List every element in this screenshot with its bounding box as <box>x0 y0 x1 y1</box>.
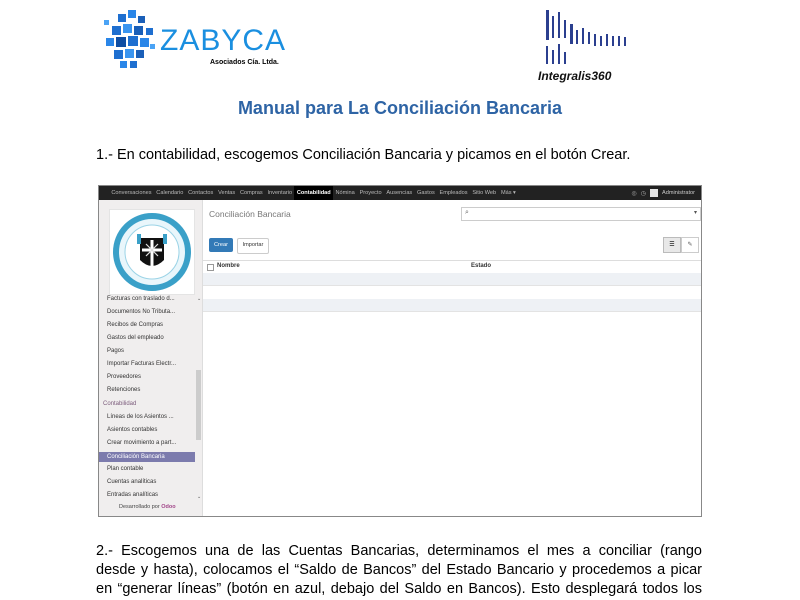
menu-item-contabilidad[interactable]: Contabilidad <box>294 186 333 200</box>
import-button[interactable]: Importar <box>237 238 269 254</box>
sidebar-item-proveedores[interactable]: Proveedores <box>107 374 142 380</box>
scroll-down-chevron-icon[interactable]: ⌄ <box>197 494 202 500</box>
powered-by-text: Desarrollado por <box>119 504 160 510</box>
menu-item-inventario[interactable]: Inventario <box>267 190 293 196</box>
table-row <box>203 273 701 285</box>
caret-down-icon[interactable]: ▾ <box>693 210 697 216</box>
menu-item-contactos[interactable]: Contactos <box>188 190 214 196</box>
sidebar-item-lineas-asientos[interactable]: Líneas de los Asientos ... <box>107 414 174 420</box>
zabyca-logo-subtext: Asociados Cía. Ltda. <box>210 59 279 66</box>
select-all-checkbox[interactable] <box>207 264 214 271</box>
integralis-logo-text: Integralis360 <box>538 69 612 83</box>
seal-icon <box>110 210 194 294</box>
search-input[interactable] <box>461 207 701 221</box>
sidebar-item-label: Conciliación Bancaria <box>107 454 165 460</box>
sidebar-scrollbar[interactable] <box>196 370 201 440</box>
menu-item-conversaciones[interactable]: Conversaciones <box>111 190 152 196</box>
zabyca-logo <box>100 6 287 82</box>
menu-item-sitio-web[interactable]: Sitio Web <box>472 190 497 196</box>
barcode-logo-icon <box>538 6 658 68</box>
step-2-line: desde y hasta), colocamos el “Saldo de Bancos” del Estado Bancario y procedemos a picar <box>96 562 702 578</box>
menu-item-gastos[interactable]: Gastos <box>417 190 435 196</box>
row-divider <box>203 311 701 312</box>
odoo-sidebar <box>99 200 203 516</box>
document-title: Manual para La Conciliación Bancaria <box>237 98 563 118</box>
create-button[interactable]: Crear <box>209 238 233 252</box>
form-view-icon[interactable]: ✎ <box>681 237 699 253</box>
sidebar-item-facturas-traslado[interactable]: Facturas con traslado d... <box>107 296 175 302</box>
scroll-up-chevron-icon[interactable]: ⌄ <box>197 296 202 302</box>
table-row <box>203 299 701 311</box>
column-header-estado[interactable]: Estado <box>471 263 492 269</box>
sidebar-item-entradas-analiticas[interactable]: Entradas analíticas <box>107 492 159 498</box>
odoo-brand-text[interactable]: Odoo <box>161 504 176 510</box>
discuss-icon[interactable]: ◎ <box>631 190 637 197</box>
menu-item-nomina[interactable]: Nómina <box>335 190 355 196</box>
menu-item-ausencias[interactable]: Ausencias <box>386 190 413 196</box>
zabyca-logo-text: ZABYCA <box>160 24 287 57</box>
step-2-paragraph <box>96 542 702 599</box>
powered-by-footer <box>119 504 176 510</box>
user-name[interactable]: Administrator <box>662 190 695 196</box>
menu-item-mas[interactable]: Más ▾ <box>500 190 516 196</box>
sidebar-item-pagos[interactable]: Pagos <box>107 348 125 354</box>
sidebar-item-importar-facturas[interactable]: Importar Facturas Electr... <box>107 361 177 367</box>
odoo-top-menu <box>99 186 701 200</box>
sidebar-item-asientos-contables[interactable]: Asientos contables <box>107 427 158 433</box>
column-header-nombre[interactable]: Nombre <box>217 263 240 269</box>
breadcrumb: Conciliación Bancaria <box>209 209 291 219</box>
odoo-main-content <box>203 200 701 516</box>
menu-item-empleados[interactable]: Empleados <box>439 190 468 196</box>
avatar[interactable] <box>650 189 658 197</box>
cube-logo-icon <box>100 6 160 82</box>
odoo-screenshot <box>98 185 702 517</box>
sidebar-item-gastos-empleado[interactable]: Gastos del empleado <box>107 335 164 341</box>
menu-item-calendario[interactable]: Calendario <box>156 190 184 196</box>
step-2-line: en “generar líneas” (botón en azul, debajo del Saldo en Bancos). Esto desplegará todos los <box>96 581 702 597</box>
sidebar-item-plan-contable[interactable]: Plan contable <box>107 466 144 472</box>
integralis-logo <box>538 6 658 86</box>
sidebar-item-documentos-no-tributarios[interactable]: Documentos No Tributa... <box>107 309 176 315</box>
menu-item-ventas[interactable]: Ventas <box>218 190 236 196</box>
list-view-icon[interactable]: ☰ <box>663 237 681 253</box>
table-row <box>203 286 701 298</box>
top-right-controls <box>632 186 695 200</box>
sidebar-item-conciliacion-bancaria[interactable] <box>99 452 195 462</box>
menu-item-proyecto[interactable]: Proyecto <box>359 190 382 196</box>
step-1-paragraph: 1.- En contabilidad, escogemos Conciliación Bancaria y picamos en el botón Crear. <box>96 147 631 163</box>
sidebar-item-crear-movimiento[interactable]: Crear movimiento a part... <box>107 440 177 446</box>
sidebar-item-cuentas-analiticas[interactable]: Cuentas analíticas <box>107 479 157 485</box>
menu-item-compras[interactable]: Compras <box>240 190 263 196</box>
sidebar-section-contabilidad: Contabilidad <box>103 401 137 407</box>
activity-icon[interactable]: ◷ <box>640 190 647 197</box>
sidebar-item-retenciones[interactable]: Retenciones <box>107 387 141 393</box>
step-2-line: 2.- Escogemos una de las Cuentas Bancarias, determinamos el mes a conciliar (rango <box>96 543 702 559</box>
search-icon: ⌕ <box>465 209 469 216</box>
table-header <box>203 260 701 274</box>
sidebar-item-recibos-compras[interactable]: Recibos de Compras <box>107 322 164 328</box>
company-seal-logo <box>109 209 195 295</box>
